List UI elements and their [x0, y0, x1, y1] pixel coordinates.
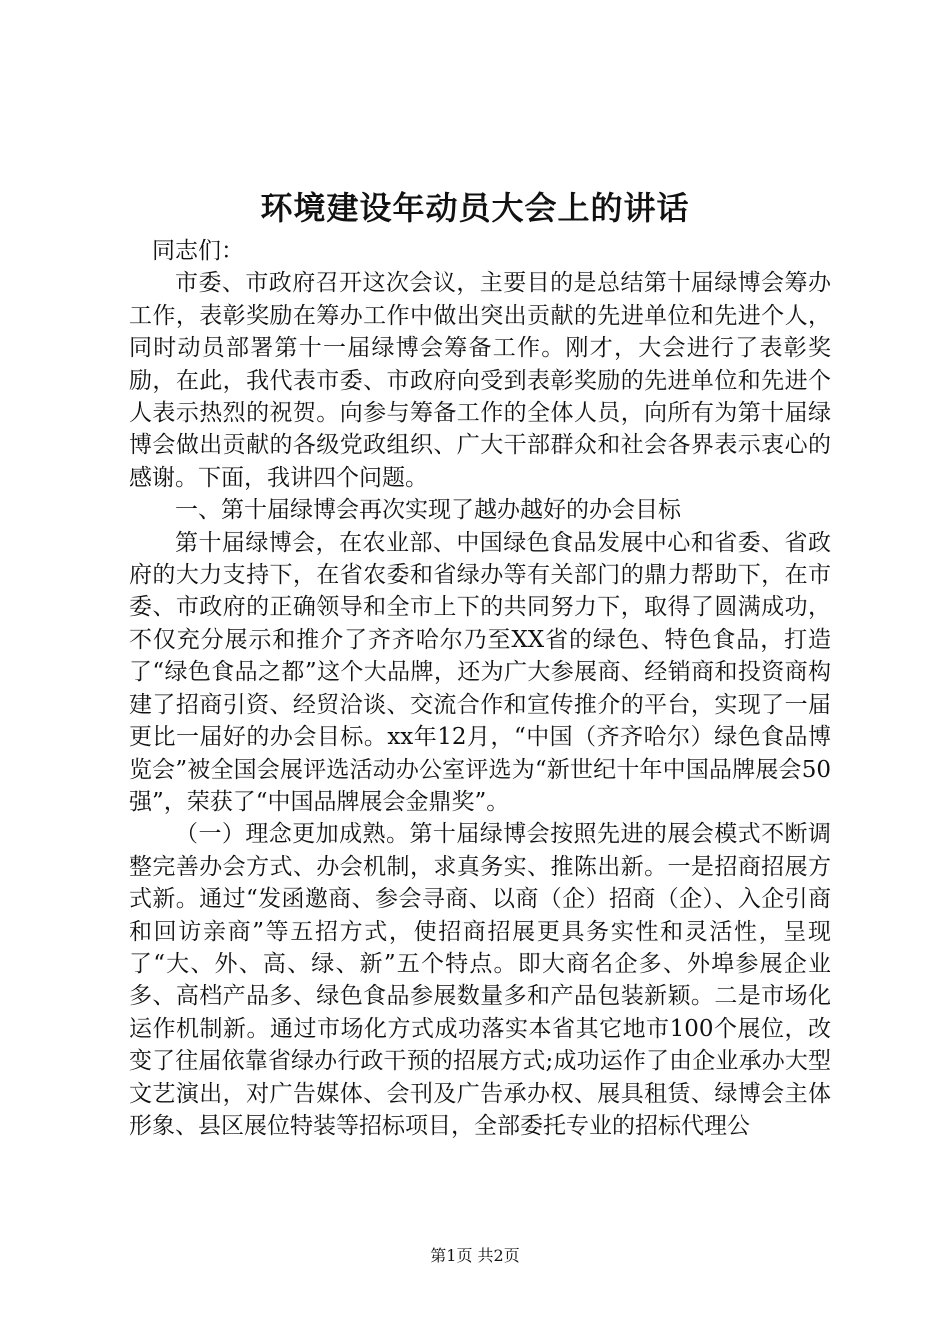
section-heading-1: 一、第十届绿博会再次实现了越办越好的办会目标	[175, 497, 681, 524]
section-1-paragraph: 第十届绿博会，在农业部、中国绿色食品发展中心和省委、省政府的大力支持下，在省农委和省绿办等有关部门的鼎力帮助下，在市委、市政府的正确领导和全市上下的共同努力下，取得了圆满成功，不仅充分展示和推介了齐齐哈尔乃至XX省的绿色、特色食品，打造了“绿色食品之都”这个大品牌，还为广大参展商、经销商和投资商构建了招商引资、经贸洽谈、交流合作和宣传推介的平台，实现了一届更比一届好的办会目标。xx年12月，“中国（齐齐哈尔）绿色食品博览会”被全国会展评选活动办公室评选为“新世纪十年中国品牌展会50强”，荣获了“中国品牌展会金鼎奖”。	[129, 529, 831, 815]
document-title: 环境建设年动员大会上的讲话	[260, 189, 690, 227]
page-number-footer: 第1页 共2页	[430, 1246, 520, 1265]
subsection-1-paragraph: （一）理念更加成熟。第十届绿博会按照先进的展会模式不断调整完善办会方式、办会机制，求真务实、推陈出新。一是招商招展方式新。通过“发函邀商、参会寻商、以商（企）招商（企）、入企引商和回访亲商”等五招方式，使招商招展更具务实性和灵活性，呈现了“大、外、高、绿、新”五个特点。即大商名企多、外埠参展企业多、高档产品多、绿色食品参展数量多和产品包装新颖。二是市场化运作机制新。通过市场化方式成功落实本省其它地市100个展位，改变了往届依靠省绿办行政干预的招展方式;成功运作了由企业承办大型文艺演出，对广告媒体、会刊及广告承办权、展具租赁、绿博会主体形象、县区展位特装等招标项目，全部委托专业的招标代理公	[129, 821, 831, 1139]
intro-paragraph: 市委、市政府召开这次会议，主要目的是总结第十届绿博会筹办工作，表彰奖励在筹办工作中做出突出贡献的先进单位和先进个人，同时动员部署第十一届绿博会筹备工作。刚才，大会进行了表彰奖励，在此，我代表市委、市政府向受到表彰奖励的先进单位和先进个人表示热烈的祝贺。向参与筹备工作的全体人员，向所有为第十届绿博会做出贡献的各级党政组织、广大干部群众和社会各界表示衷心的感谢。下面，我讲四个问题。	[129, 270, 831, 491]
document-body	[129, 235, 831, 1142]
salutation-paragraph: 同志们：	[152, 238, 244, 264]
